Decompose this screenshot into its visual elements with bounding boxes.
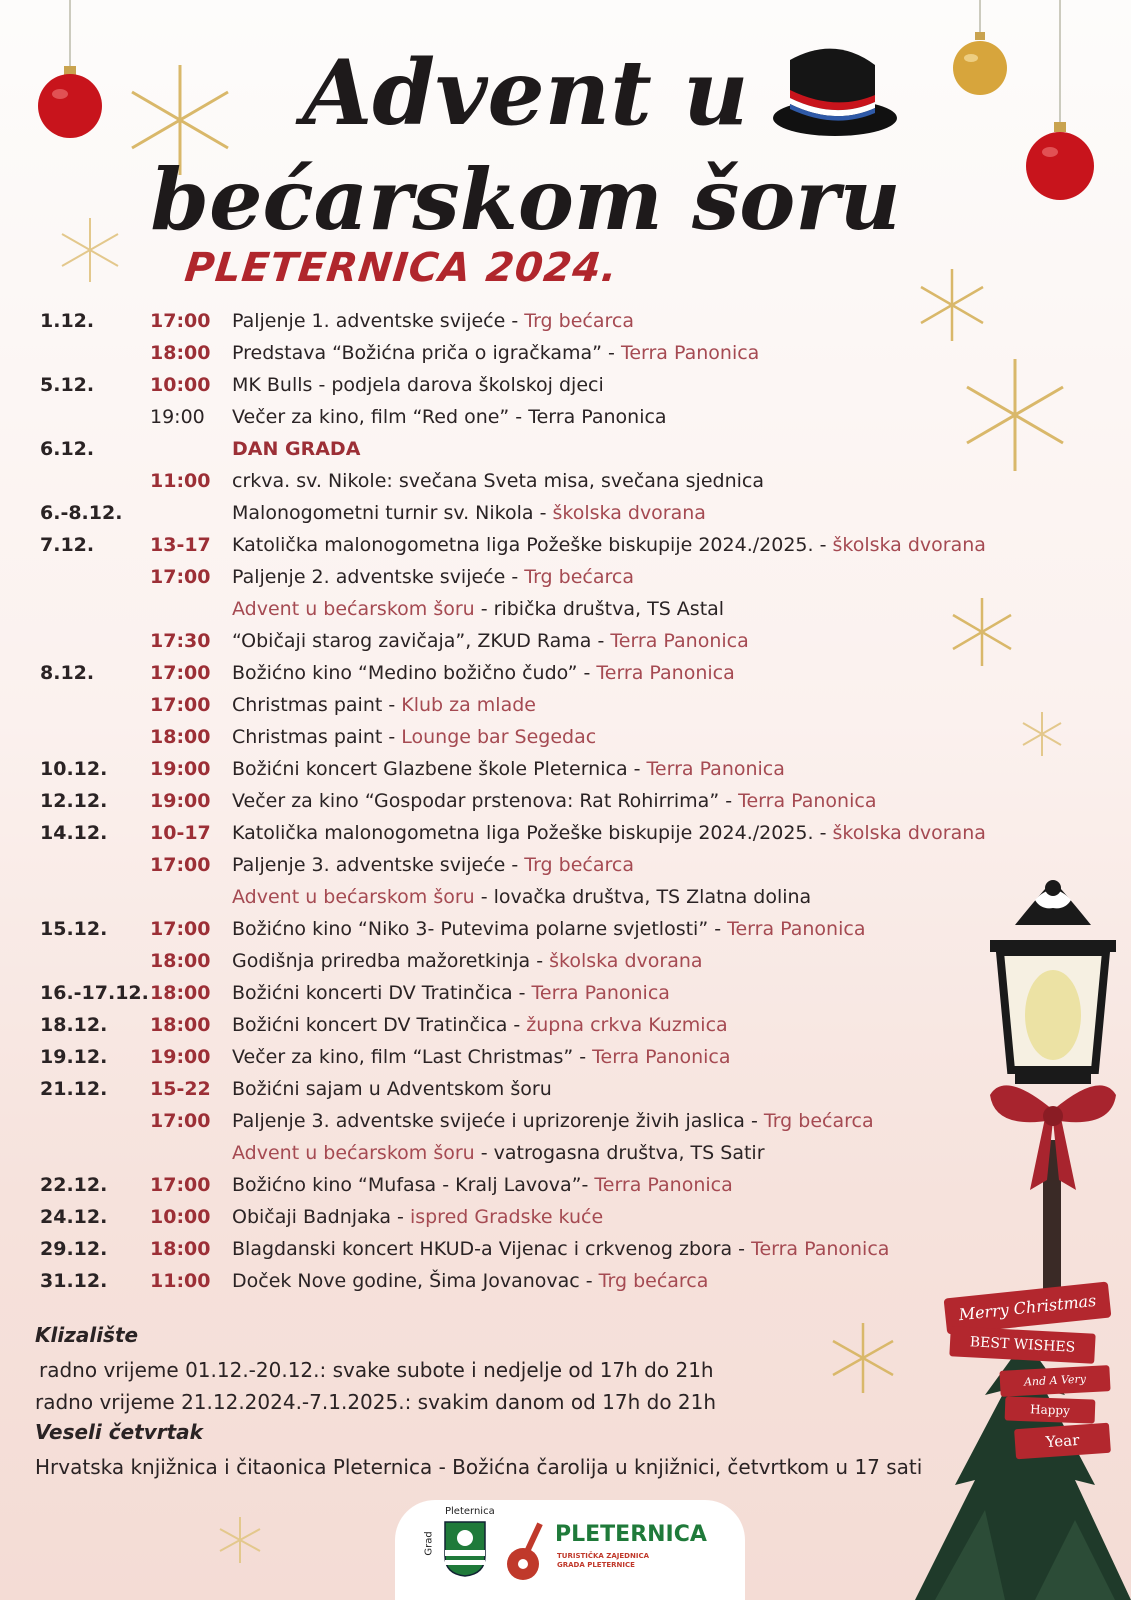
- event-location: Terra Panonica: [620, 342, 760, 364]
- event-title: DAN GRADA: [232, 438, 361, 460]
- event-location: Klub za mlade: [401, 694, 536, 716]
- event-title: Advent u bećarskom šoru: [232, 886, 475, 908]
- event-title: Paljenje 2. adventske svijeće -: [232, 566, 525, 588]
- event-title: Godišnja priredba mažoretkinja -: [232, 950, 550, 972]
- event-date: 7.12.: [40, 534, 95, 556]
- event-date: 6.-8.12.: [40, 502, 123, 524]
- event-time: 17:30: [150, 630, 211, 652]
- event-date: 12.12.: [40, 790, 108, 812]
- event-description: [232, 1170, 733, 1200]
- event-time: 11:00: [150, 470, 211, 492]
- event-time: 17:00: [150, 854, 211, 876]
- snowflake-icon: [955, 355, 1075, 475]
- event-date: 8.12.: [40, 662, 95, 684]
- event-description: [232, 946, 703, 976]
- event-title: Paljenje 1. adventske svijeće -: [232, 310, 525, 332]
- event-description: [232, 1010, 728, 1040]
- event-description: [232, 370, 604, 400]
- event-location: Terra Panonica: [738, 790, 877, 812]
- coat-of-arms-icon: [443, 1520, 487, 1578]
- event-title: Predstava “Božićna priča o igračkama” -: [232, 342, 621, 364]
- event-time: 13-17: [150, 534, 211, 556]
- event-time: 18:00: [150, 1014, 211, 1036]
- event-title: MK Bulls - podjela darova školskoj djeci: [232, 374, 604, 396]
- event-date: 19.12.: [40, 1046, 108, 1068]
- event-title: Advent u bećarskom šoru: [232, 598, 475, 620]
- event-date: 18.12.: [40, 1014, 108, 1036]
- event-location: Terra Panonica: [596, 662, 735, 684]
- hat-icon: [760, 40, 900, 140]
- event-location: školska dvorana: [549, 950, 703, 972]
- event-date: 29.12.: [40, 1238, 108, 1260]
- event-description: [232, 850, 634, 880]
- event-location: - lovačka društva, TS Zlatna dolina: [474, 886, 812, 908]
- snowflake-icon: [825, 1320, 901, 1396]
- event-title: Božićni koncert Glazbene škole Pleternica -: [232, 758, 647, 780]
- event-description: [232, 466, 764, 496]
- event-time: 11:00: [150, 1270, 211, 1292]
- event-date: 10.12.: [40, 758, 108, 780]
- tz-subtitle-2: GRADA PLETERNICE: [557, 1561, 635, 1569]
- event-title: Christmas paint -: [232, 726, 402, 748]
- sign-happy: [1005, 1396, 1096, 1423]
- event-date: 24.12.: [40, 1206, 108, 1228]
- event-time: 17:00: [150, 918, 211, 940]
- event-location: Trg bećarca: [524, 566, 634, 588]
- event-time: 18:00: [150, 1238, 211, 1260]
- event-date: 16.-17.12.: [40, 982, 149, 1004]
- event-description: [232, 786, 876, 816]
- event-title: Večer za kino, film “Red one” - Terra Panonica: [232, 406, 667, 428]
- event-location: Trg bećarca: [763, 1110, 874, 1132]
- event-description: [232, 1266, 708, 1296]
- event-title: Katolička malonogometna liga Požeške biskupije 2024./2025. -: [232, 534, 833, 556]
- event-description: [232, 594, 724, 624]
- event-description: [232, 818, 986, 848]
- event-location: Trg bećarca: [524, 854, 634, 876]
- event-description: [232, 690, 536, 720]
- event-title: Malonogometni turnir sv. Nikola -: [232, 502, 553, 524]
- event-time: 10:00: [150, 1206, 211, 1228]
- event-location: Terra Panonica: [592, 1046, 731, 1068]
- event-location: Terra Panonica: [531, 982, 670, 1004]
- grad-name: Pleternica: [445, 1506, 495, 1517]
- event-time: 19:00: [150, 406, 205, 428]
- snowflake-icon: [912, 265, 992, 345]
- event-location: školska dvorana: [832, 534, 986, 556]
- event-location: Terra Panonica: [646, 758, 785, 780]
- event-time: 19:00: [150, 1046, 211, 1068]
- thursday-title: Veseli četvrtak: [35, 1420, 203, 1444]
- rink-hours-1: radno vrijeme 01.12.-20.12.: svake subote i nedjelje od 17h do 21h: [39, 1358, 714, 1382]
- event-title: Božićno kino “Medino božično čudo” -: [232, 662, 597, 684]
- event-location: školska dvorana: [832, 822, 986, 844]
- page-title-line1: Advent u: [302, 40, 749, 146]
- event-description: [232, 1234, 889, 1264]
- event-location: Terra Panonica: [751, 1238, 890, 1260]
- event-description: [232, 1106, 874, 1136]
- event-title: Paljenje 3. adventske svijeće i uprizorenje živih jaslica -: [232, 1110, 764, 1132]
- subtitle: PLETERNICA 2024.: [182, 245, 621, 291]
- event-location: Terra Panonica: [610, 630, 749, 652]
- event-title: Večer za kino “Gospodar prstenova: Rat Rohirrima” -: [232, 790, 739, 812]
- event-date: 5.12.: [40, 374, 95, 396]
- event-description: [232, 882, 811, 912]
- thursday-info: Hrvatska knjižnica i čitaonica Pleternica - Božićna čarolija u knjižnici, četvrtkom u 17 sati: [35, 1455, 923, 1479]
- event-title: Božićno kino “Niko 3- Putevima polarne svjetlosti” -: [232, 918, 728, 940]
- event-description: [232, 1202, 603, 1232]
- event-location: - ribička društva, TS Astal: [474, 598, 725, 620]
- event-title: Božićni koncert DV Tratinčica -: [232, 1014, 527, 1036]
- event-description: [232, 530, 986, 560]
- sign-text: Merry Christmas: [957, 1290, 1098, 1325]
- sign-text: BEST WISHES: [969, 1334, 1076, 1356]
- event-date: 15.12.: [40, 918, 108, 940]
- event-description: [232, 562, 634, 592]
- event-description: [232, 402, 667, 432]
- tz-subtitle-1: TURISTIČKA ZAJEDNICA: [557, 1552, 649, 1560]
- event-date: 22.12.: [40, 1174, 108, 1196]
- event-description: [232, 722, 596, 752]
- event-title: Katolička malonogometna liga Požeške biskupije 2024./2025. -: [232, 822, 833, 844]
- event-time: 18:00: [150, 726, 211, 748]
- event-location: Terra Panonica: [727, 918, 866, 940]
- event-location: školska dvorana: [552, 502, 706, 524]
- event-title: Paljenje 3. adventske svijeće -: [232, 854, 525, 876]
- event-description: [232, 434, 360, 464]
- tz-name: PLETERNICA: [555, 1522, 707, 1547]
- grad-label-wrap: [425, 1508, 439, 1568]
- event-title: “Običaji starog zavičaja”, ZKUD Rama -: [232, 630, 611, 652]
- event-description: [232, 914, 865, 944]
- event-date: 14.12.: [40, 822, 108, 844]
- event-title: Blagdanski koncert HKUD-a Vijenac i crkvenog zbora -: [232, 1238, 752, 1260]
- event-time: 17:00: [150, 694, 211, 716]
- event-title: Običaji Badnjaka -: [232, 1206, 410, 1228]
- event-title: Doček Nove godine, Šima Jovanovac -: [232, 1270, 599, 1292]
- event-location: Terra Panonica: [594, 1174, 733, 1196]
- event-date: 21.12.: [40, 1078, 108, 1100]
- event-time: 18:00: [150, 982, 211, 1004]
- event-location: Lounge bar Segedac: [401, 726, 597, 748]
- event-description: [232, 978, 670, 1008]
- rink-title: Klizalište: [35, 1323, 139, 1347]
- event-time: 19:00: [150, 758, 211, 780]
- event-date: 6.12.: [40, 438, 95, 460]
- street-lamp-icon: [975, 880, 1131, 1300]
- event-location: Trg bećarca: [598, 1270, 709, 1292]
- event-description: [232, 498, 706, 528]
- event-description: [232, 754, 785, 784]
- snowflake-icon: [945, 595, 1019, 669]
- snowflake-icon: [1018, 710, 1066, 758]
- event-time: 10-17: [150, 822, 211, 844]
- event-location: župna crkva Kuzmica: [526, 1014, 728, 1036]
- event-time: 17:00: [150, 566, 211, 588]
- logo-panel: [395, 1500, 745, 1600]
- event-time: 10:00: [150, 374, 211, 396]
- event-title: Božićni sajam u Adventskom šoru: [232, 1078, 552, 1100]
- sign-text: And A Very: [1023, 1372, 1087, 1389]
- event-location: ispred Gradske kuće: [409, 1206, 604, 1228]
- snowflake-icon: [215, 1515, 265, 1565]
- event-time: 17:00: [150, 1174, 211, 1196]
- event-title: Christmas paint -: [232, 694, 402, 716]
- event-description: [232, 626, 749, 656]
- event-date: 31.12.: [40, 1270, 108, 1292]
- event-description: [232, 1138, 765, 1168]
- event-title: Božićno kino “Mufasa - Kralj Lavova”-: [232, 1174, 595, 1196]
- event-time: 17:00: [150, 310, 211, 332]
- event-location: Trg bećarca: [524, 310, 634, 332]
- event-description: [232, 1074, 552, 1104]
- event-description: [232, 338, 759, 368]
- event-time: 18:00: [150, 950, 211, 972]
- event-date: 1.12.: [40, 310, 95, 332]
- sign-text: Happy: [1029, 1402, 1071, 1418]
- event-description: [232, 306, 634, 336]
- event-description: [232, 1042, 731, 1072]
- tamburica-icon: [505, 1514, 555, 1584]
- event-time: 17:00: [150, 1110, 211, 1132]
- event-title: Advent u bećarskom šoru: [232, 1142, 475, 1164]
- event-title: Večer za kino, film “Last Christmas” -: [232, 1046, 593, 1068]
- event-title: Božićni koncerti DV Tratinčica -: [232, 982, 532, 1004]
- event-time: 18:00: [150, 342, 211, 364]
- event-description: [232, 658, 735, 688]
- rink-hours-2: radno vrijeme 21.12.2024.-7.1.2025.: svakim danom od 17h do 21h: [35, 1390, 717, 1414]
- event-time: 15-22: [150, 1078, 211, 1100]
- event-time: 19:00: [150, 790, 211, 812]
- event-location: - vatrogasna društva, TS Satir: [474, 1142, 765, 1164]
- sign-text: Year: [1045, 1430, 1080, 1452]
- page-title-line2: bećarskom šoru: [150, 150, 901, 249]
- grad-label: Grad: [423, 1531, 435, 1556]
- event-title: crkva. sv. Nikole: svečana Sveta misa, svečana sjednica: [232, 470, 764, 492]
- event-time: 17:00: [150, 662, 211, 684]
